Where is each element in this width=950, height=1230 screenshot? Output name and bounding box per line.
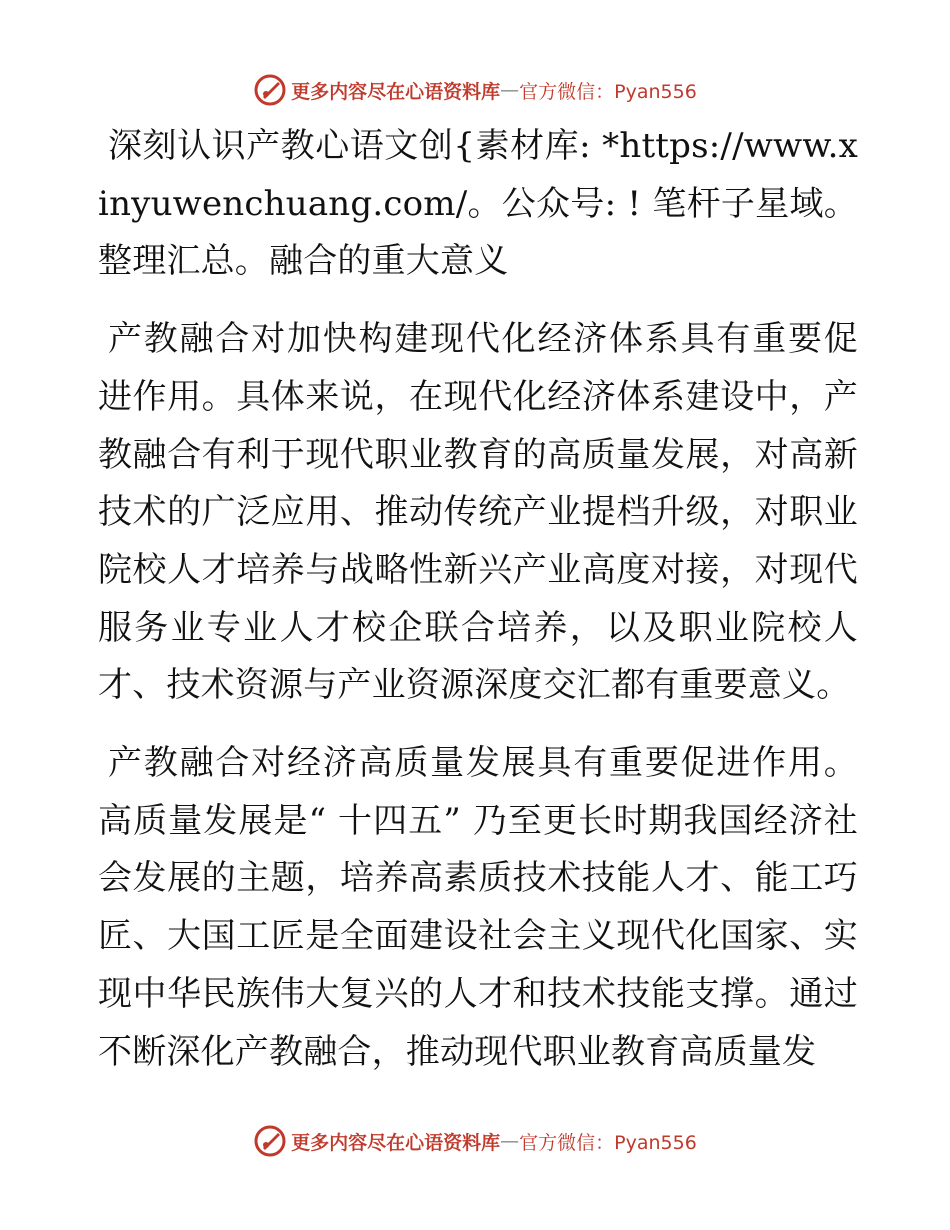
header-banner-dash: — [500,79,520,101]
footer-banner-title: 更多内容尽在心语资料库 [291,1131,501,1154]
footer-banner-dash: — [500,1130,520,1152]
footer-banner-contact: 官方微信：Pyan556 [519,1131,697,1154]
header-banner [0,70,950,110]
brand-logo-icon [253,73,287,107]
document-body [98,118,858,1101]
header-banner-contact: 官方微信：Pyan556 [519,80,697,103]
paragraph-high-quality-development: 产教融合对经济高质量发展具有重要促进作用。高质量发展是“ 十四五” 乃至更长时期我国经济社会发展的主题，培养高素质技术技能人才、能工巧匠、大国工匠是全面建设社会主义现代化国家、实现中华民族伟大复兴的人才和技术技能支撑。通过不断深化产教融合，推动现代职业教育高质量发 [98,743,858,1072]
paragraph-title: 深刻认识产教心语文创{素材库: *https://www.xinyuwenchuang.com/。公众号: ! 笔杆子星域。整理汇总。融合的重大意义 [98,126,858,282]
footer-banner [0,1121,950,1161]
brand-logo-icon [253,1124,287,1158]
header-banner-title: 更多内容尽在心语资料库 [291,80,501,103]
paragraph-economic-system: 产教融合对加快构建现代化经济体系具有重要促进作用。具体来说，在现代化经济体系建设中，产教融合有利于现代职业教育的高质量发展，对高新技术的广泛应用、推动传统产业提档升级，对职业院校人才培养与战略性新兴产业高度对接，对现代服务业专业人才校企联合培养，以及职业院校人才、技术资源与产业资源深度交汇都有重要意义。 [98,319,858,706]
